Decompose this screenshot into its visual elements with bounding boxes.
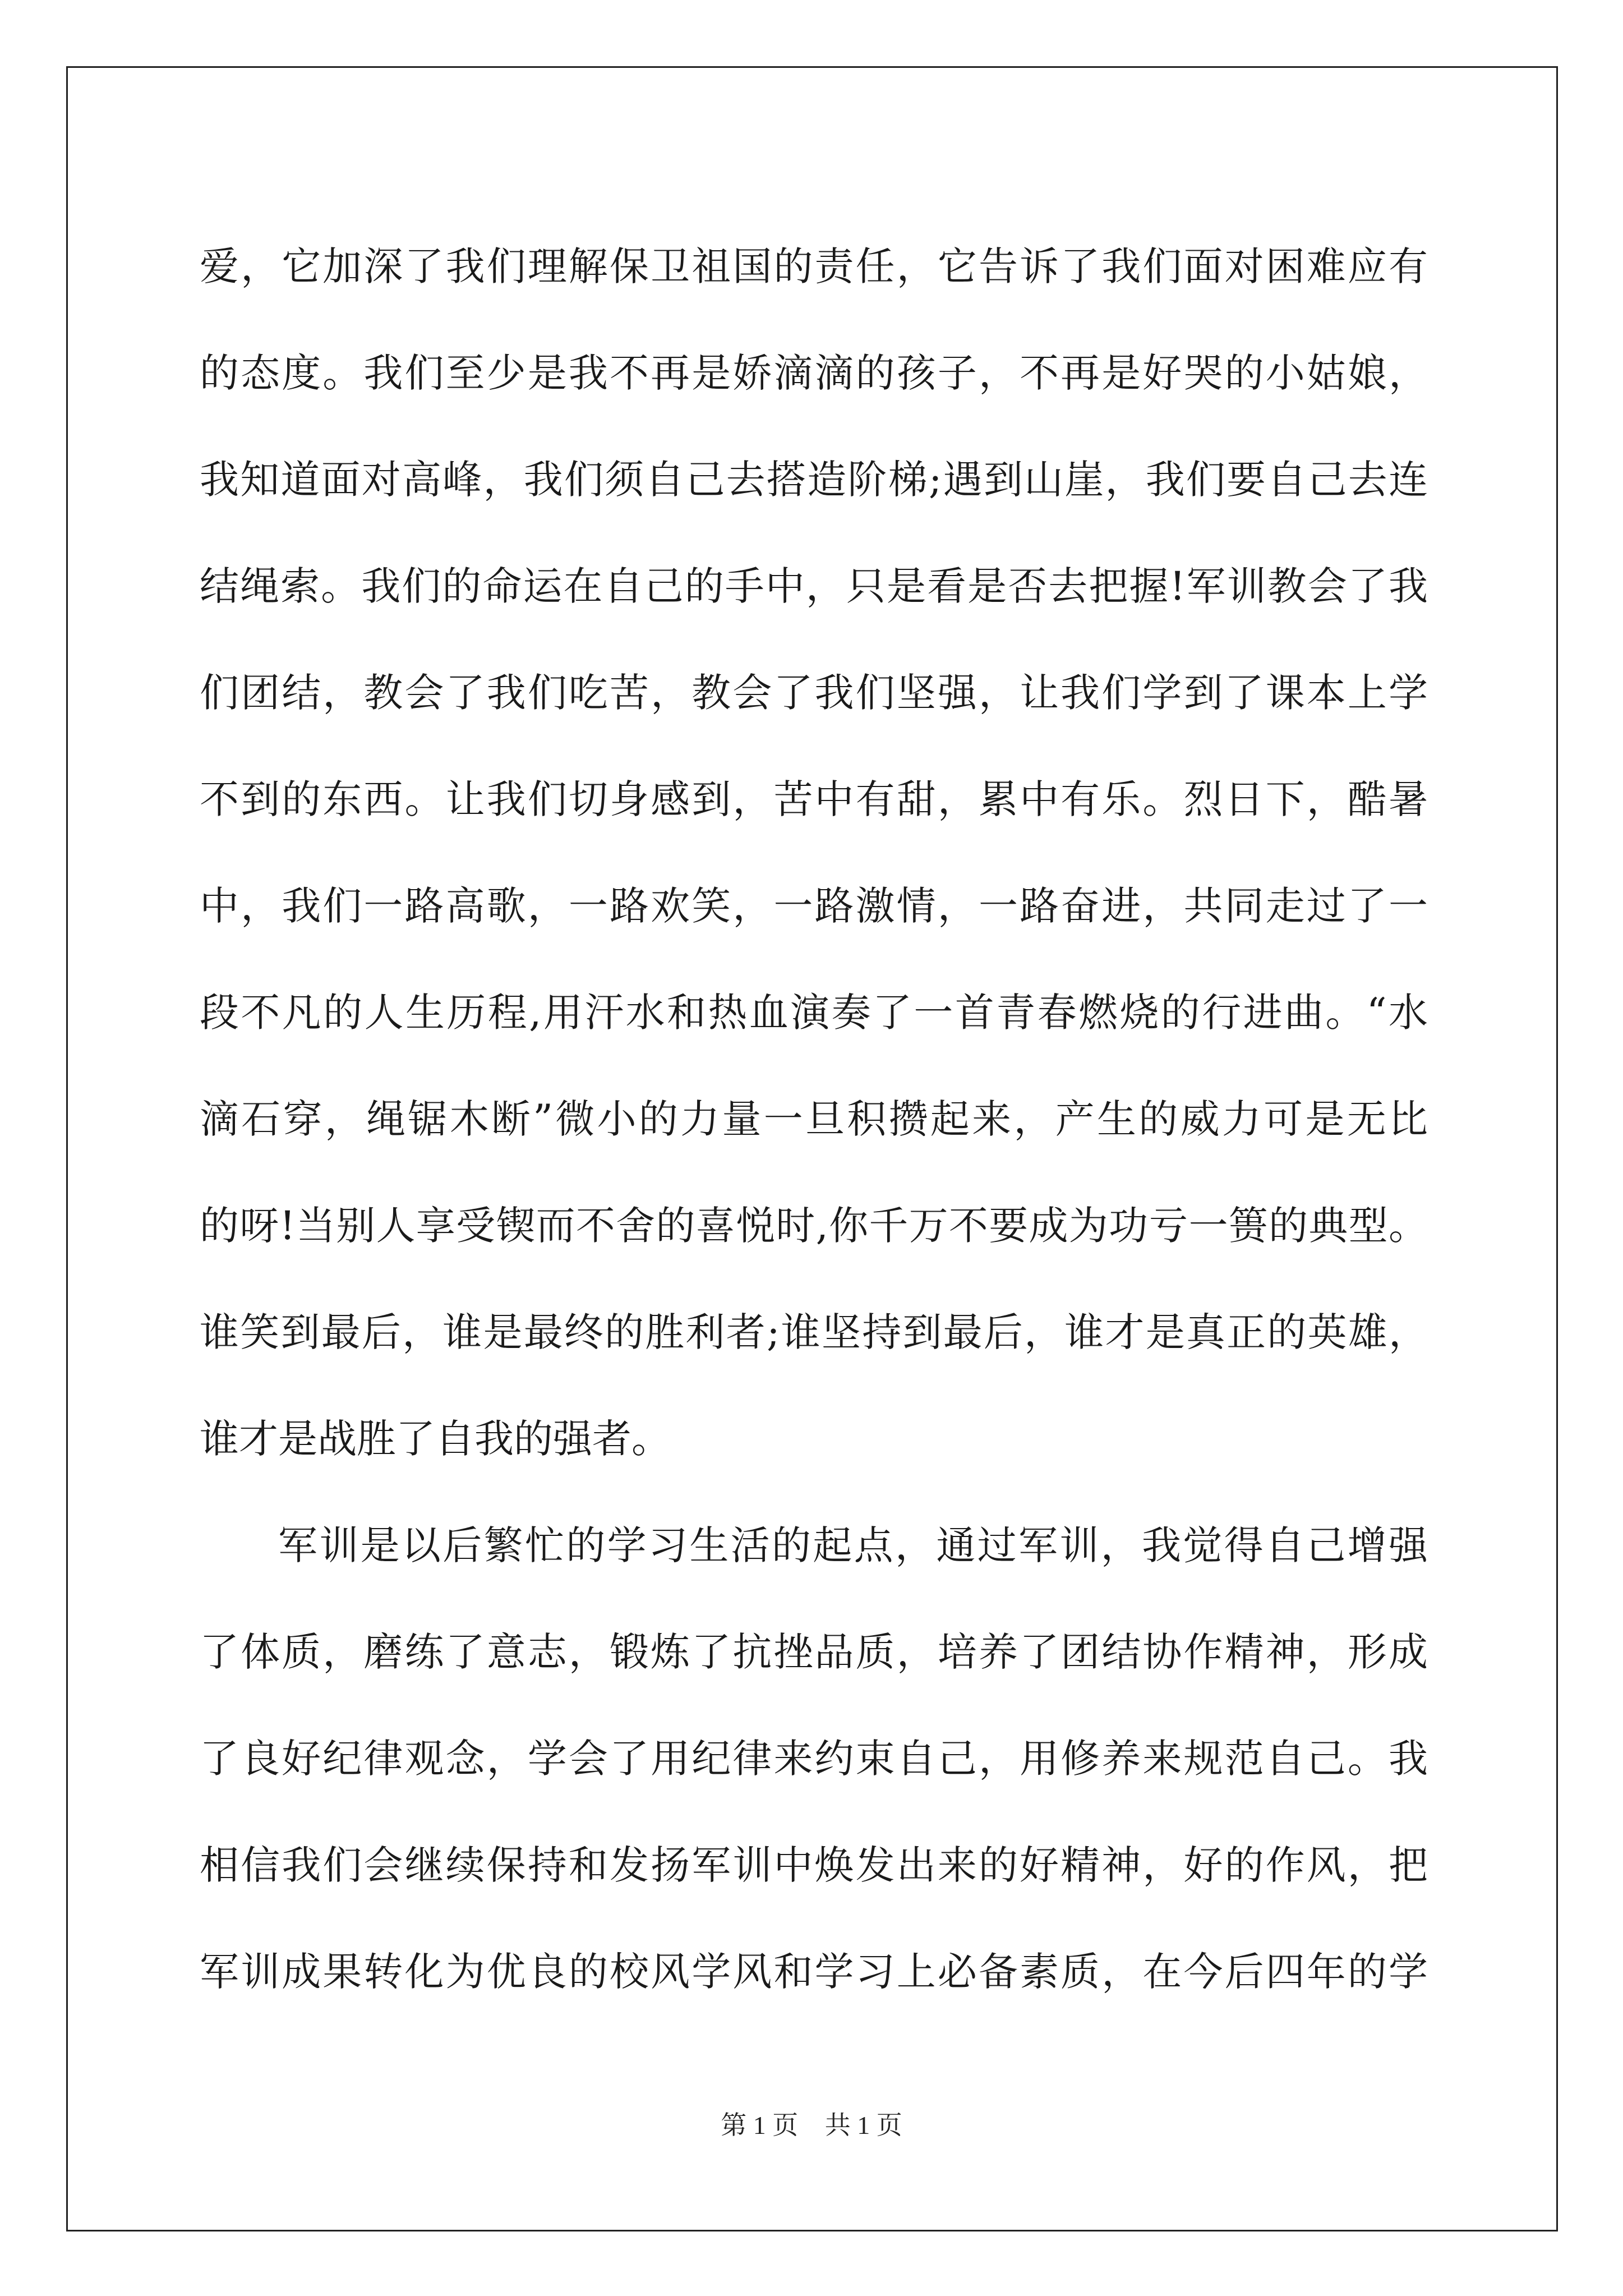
text-line: 滴石穿，绳锯木断”微小的力量一旦积攒起来，产生的威力可是无比: [200, 1096, 1428, 1142]
text-line: 我知道面对高峰，我们须自己去搭造阶梯;遇到山崖，我们要自己去连: [200, 457, 1428, 503]
text-line: 中，我们一路高歌，一路欢笑，一路激情，一路奋进，共同走过了一: [200, 883, 1428, 929]
text-line: 的态度。我们至少是我不再是娇滴滴的孩子，不再是好哭的小姑娘，: [200, 350, 1428, 396]
document-body: [200, 213, 1428, 2025]
text-line: 军训是以后繁忙的学习生活的起点，通过军训，我觉得自己增强: [278, 1522, 1428, 1568]
text-line: 相信我们会继续保持和发扬军训中焕发出来的好精神，好的作风，把: [200, 1842, 1428, 1888]
text-line: 们团结，教会了我们吃苦，教会了我们坚强，让我们学到了课本上学: [200, 670, 1428, 716]
text-line: 爱，它加深了我们理解保卫祖国的责任，它告诉了我们面对困难应有: [200, 243, 1428, 289]
text-line: 谁才是战胜了自我的强者。: [200, 1416, 671, 1462]
text-line: 的呀!当别人享受锲而不舍的喜悦时,你千万不要成为功亏一篑的典型。: [200, 1203, 1428, 1249]
text-line: 了体质，磨练了意志，锻炼了抗挫品质，培养了团结协作精神，形成: [200, 1629, 1428, 1675]
text-line: 军训成果转化为优良的校风学风和学习上必备素质，在今后四年的学: [200, 1949, 1428, 1995]
page-total: 共 1 页: [824, 2111, 902, 2139]
text-line: 结绳索。我们的命运在自己的手中，只是看是否去把握!军训教会了我: [200, 563, 1428, 609]
page-footer: [0, 2105, 1623, 2142]
text-line: 段不凡的人生历程,用汗水和热血演奏了一首青春燃烧的行进曲。“水: [200, 990, 1428, 1036]
page-number: 第 1 页: [721, 2111, 799, 2139]
text-line: 了良好纪律观念，学会了用纪律来约束自己，用修养来规范自己。我: [200, 1736, 1428, 1782]
text-line: 不到的东西。让我们切身感到，苦中有甜，累中有乐。烈日下，酷暑: [200, 776, 1428, 822]
text-line: 谁笑到最后，谁是最终的胜利者;谁坚持到最后，谁才是真正的英雄，: [200, 1309, 1428, 1355]
